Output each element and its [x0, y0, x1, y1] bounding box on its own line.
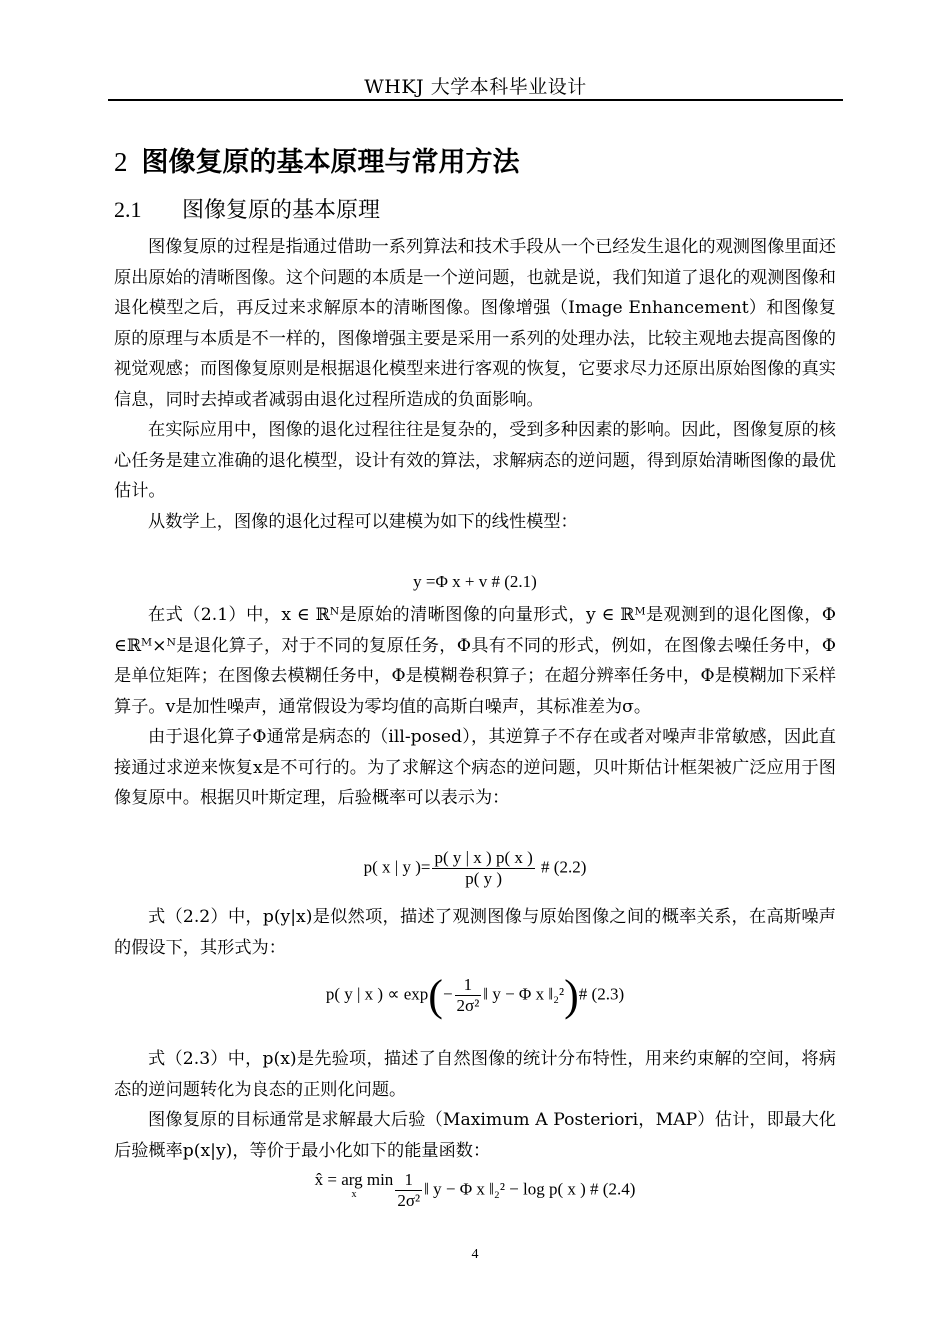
eq4-lhs: x̂ = arg min — [314, 1170, 394, 1189]
eq2-numerator: p( y | x ) p( x ) — [434, 848, 533, 867]
paragraph-block-3 — [114, 902, 836, 963]
page-header: WHKJ 大学本科毕业设计 — [364, 76, 587, 98]
equation-2-3 — [114, 970, 836, 1021]
paragraph: 图像复原的目标通常是求解最大后验（Maximum A Posteriori，MAP）估计，即最大化后验概率p(x|y)，等价于最小化如下的能量函数： — [114, 1110, 836, 1161]
chapter-number: 2 — [114, 147, 128, 177]
equation-2-2 — [114, 848, 836, 889]
eq2-denominator: p( y ) — [465, 869, 503, 888]
eq4-denominator: 2σ² — [397, 1191, 421, 1210]
paragraph: 在式（2.1）中，x ∈ ℝᴺ是原始的清晰图像的向量形式，y ∈ ℝᴹ是观测到的退化图像，Φ ∈ℝᴹ×ᴺ是退化算子，对于不同的复原任务，Φ具有不同的形式，例如，在图像去噪任务中，Φ是单位矩阵；在图像去模糊任务中，Φ是模糊卷积算子；在超分辨率任务中，Φ是模糊加下采样算子。v是加性噪声，通常假设为零均值的高斯白噪声，其标准差为σ。 — [114, 605, 836, 717]
paragraph: 式（2.3）中，p(x)是先验项，描述了自然图像的统计分布特性，用来约束解的空间，将病态的逆问题转化为良态的正则化问题。 — [114, 1049, 836, 1100]
equation-2-4 — [114, 1170, 836, 1211]
header-rule — [108, 99, 843, 101]
paragraph-block-4 — [114, 1044, 836, 1166]
eq3-denominator: 2σ² — [456, 996, 480, 1015]
chapter-heading — [114, 140, 520, 179]
eq3-numerator: 1 — [455, 975, 482, 996]
paragraph-block-2 — [114, 600, 836, 814]
eq4-tag: # (2.4) — [590, 1179, 636, 1199]
left-paren: ( — [428, 971, 443, 1020]
eq3-fraction — [455, 975, 482, 1016]
paragraph: 在实际应用中，图像的退化过程往往是复杂的，受到多种因素的影响。因此，图像复原的核心任务是建立准确的退化模型，设计有效的算法，求解病态的逆问题，得到原始清晰图像的最优估计。 — [114, 420, 836, 501]
paragraph: 从数学上，图像的退化过程可以建模为如下的线性模型： — [148, 511, 578, 532]
section-number: 2.1 — [114, 197, 142, 222]
page-number: 4 — [471, 1247, 479, 1262]
right-paren: ) — [564, 971, 579, 1020]
eq2-lhs: p( x | y )= — [363, 857, 431, 877]
eq4-sub: x — [351, 1189, 357, 1200]
section-heading — [114, 193, 380, 224]
eq4-fraction — [395, 1170, 422, 1211]
eq2-fraction — [432, 848, 534, 889]
eq3-norm: ‖ y − Φ x ‖₂² — [483, 984, 565, 1004]
eq4-rest: ‖ y − Φ x ‖₂² − log p( x ) — [424, 1179, 586, 1199]
eq3-minus: − — [442, 984, 453, 1004]
paragraph: 图像复原的过程是指通过借助一系列算法和技术手段从一个已经发生退化的观测图像里面还原出原始的清晰图像。这个问题的本质是一个逆问题，也就是说，我们知道了退化的观测图像和退化模型之后，再反过来求解原本的清晰图像。图像增强（Image Enhancement）和图像复原的原理与本质是不一样的，图像增强主要是采用一系列的处理办法，比较主观地去提高图像的视觉观感；而图像复原则是根据退化模型来进行客观的恢复，它要求尽力还原出原始图像的真实信息，同时去掉或者减弱由退化过程所造成的负面影响。 — [114, 237, 836, 410]
eq3-lhs: p( y | x ) ∝ exp — [325, 984, 429, 1004]
paragraph: 由于退化算子Φ通常是病态的（ill-posed），其逆算子不存在或者对噪声非常敏感，因此直接通过求逆来恢复x是不可行的。为了求解这个病态的逆问题，贝叶斯估计框架被广泛应用于图像复原中。根据贝叶斯定理，后验概率可以表示为： — [114, 727, 836, 808]
eq4-argmin — [315, 1170, 394, 1200]
eq3-tag: # (2.3) — [578, 984, 625, 1004]
chapter-title: 图像复原的基本原理与常用方法 — [141, 147, 520, 178]
paragraph: 式（2.2）中，p(y|x)是似然项，描述了观测图像与原始图像之间的概率关系，在高斯噪声的假设下，其形式为： — [114, 907, 836, 958]
equation-2-1: y =Φ x + v # (2.1) — [413, 572, 537, 591]
eq4-numerator: 1 — [395, 1170, 422, 1191]
section-title: 图像复原的基本原理 — [182, 198, 381, 223]
eq2-tag: # (2.2) — [541, 857, 587, 877]
paragraph-block-1 — [114, 232, 836, 537]
